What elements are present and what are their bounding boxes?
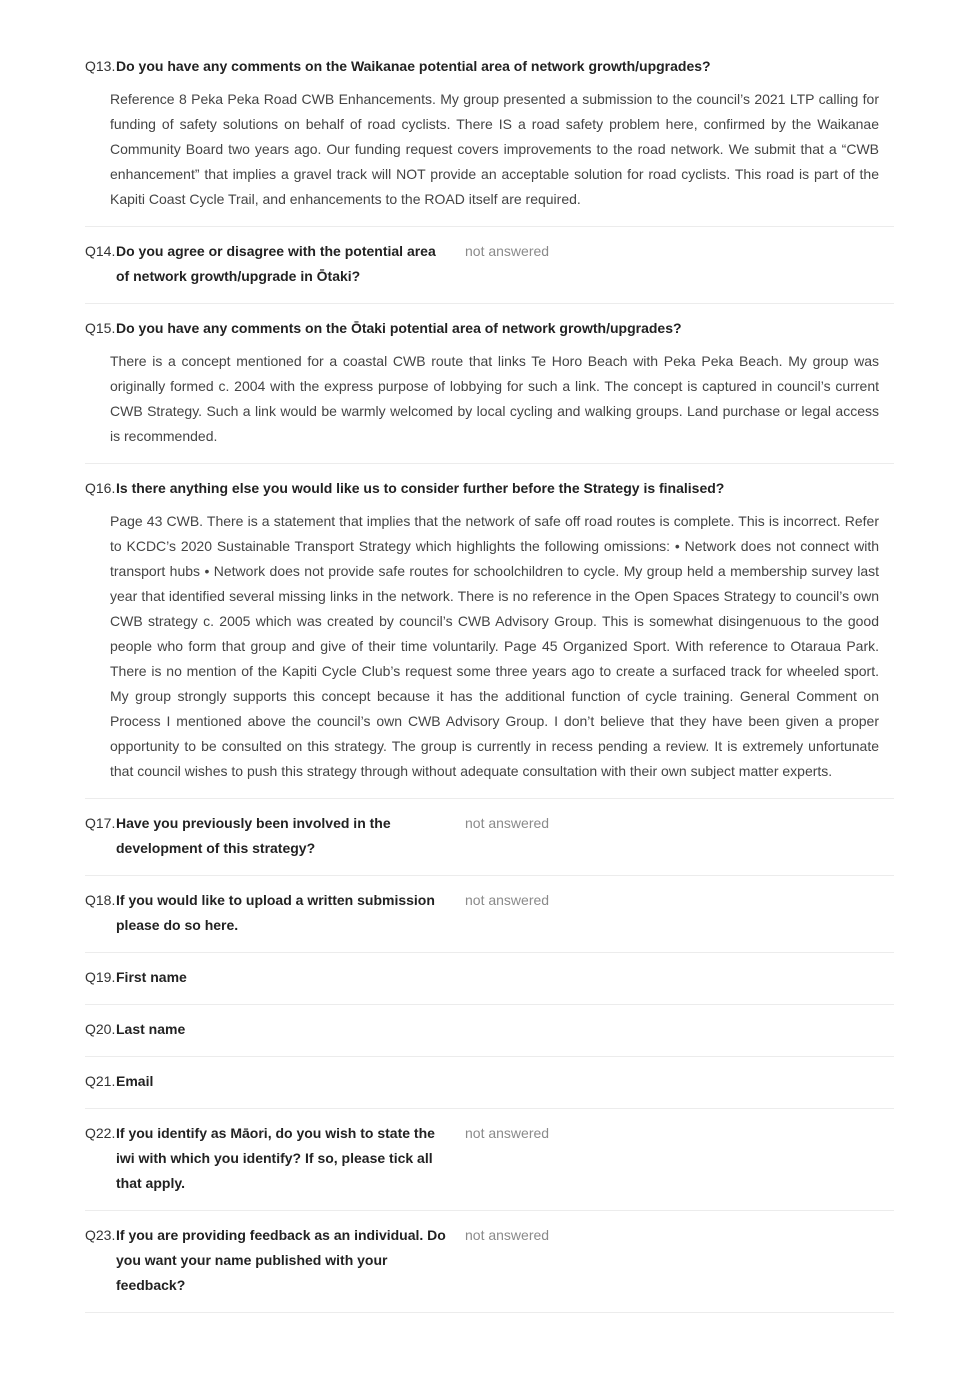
answer-status: not answered [465, 892, 550, 908]
question-number: Q20. [85, 1021, 116, 1037]
question-number: Q17. [85, 815, 116, 831]
question-q22 [85, 1121, 894, 1211]
question-text: First name [116, 969, 187, 985]
question-q18 [85, 888, 894, 953]
question-text: Email [116, 1073, 154, 1089]
question-text: Do you have any comments on the Ōtaki potential area of network growth/upgrades? [116, 320, 682, 336]
question-q13 [85, 54, 894, 227]
question-number: Q23. [85, 1227, 116, 1243]
question-number: Q13. [85, 58, 116, 74]
question-number: Q21. [85, 1073, 116, 1089]
question-text: If you are providing feedback as an individual. Do you want your name published with your feedback? [116, 1227, 446, 1293]
question-text: Have you previously been involved in the development of this strategy? [116, 815, 391, 856]
answer-status: not answered [465, 243, 550, 259]
answer-status: not answered [465, 1125, 550, 1141]
question-text: Do you agree or disagree with the potential area of network growth/upgrade in Ōtaki? [116, 243, 436, 284]
answer-text: There is a concept mentioned for a coastal CWB route that links Te Horo Beach with Peka Peka Beach. My group was originally formed c. 2004 with the express purpose of lobbying for such a link. The concept is captured in council’s current CWB Strategy. Such a link would be warmly welcomed by local cycling and walking groups. Land purchase or legal access is recommended. [110, 353, 879, 444]
question-text: Last name [116, 1021, 186, 1037]
question-text: Is there anything else you would like us to consider further before the Strategy is finalised? [116, 480, 725, 496]
question-q21 [85, 1069, 894, 1109]
question-number: Q19. [85, 969, 116, 985]
question-q19 [85, 965, 894, 1005]
question-q15 [85, 316, 894, 464]
question-q20 [85, 1017, 894, 1057]
question-q14 [85, 239, 894, 304]
question-text: Do you have any comments on the Waikanae potential area of network growth/upgrades? [116, 58, 711, 74]
answer-text: Page 43 CWB. There is a statement that implies that the network of safe off road routes is complete. This is incorrect. Refer to KCDC’s 2020 Sustainable Transport Strategy which highlights the following omissions: • Network does not connect with transport hubs • Network does not provide safe routes for schoolchildren to cycle. My group held a membership survey last year that identified several missing links in the network. There is no reference in the Open Spaces Strategy to council’s own CWB strategy c. 2005 which was created by council’s CWB Advisory Group. This is somewhat disingenuous to the good people who form that group and give of their time voluntarily. Page 45 Organized Sport. With reference to Otaraua Park. There is no mention of the Kapiti Cycle Club’s request some three years ago to create a surfaced track for wheeled sport. My group strongly supports this concept because it has the additional function of cycle training. General Comment on Process I mentioned above the council’s own CWB Advisory Group. I don’t believe that they have been given a proper opportunity to be consulted on this strategy. The group is currently in recess pending a review. It is extremely unfortunate that council wishes to push this strategy through without adequate consultation with their own subject matter experts. [110, 513, 879, 779]
question-number: Q22. [85, 1125, 116, 1141]
question-number: Q15. [85, 320, 116, 336]
answer-status: not answered [465, 1227, 550, 1243]
question-q23 [85, 1223, 894, 1313]
question-q16 [85, 476, 894, 799]
question-number: Q16. [85, 480, 116, 496]
survey-response-page [85, 54, 894, 1325]
answer-text: Reference 8 Peka Peka Road CWB Enhancements. My group presented a submission to the council’s 2021 LTP calling for funding of safety solutions on behalf of road cyclists. There IS a road safety problem here, confirmed by the Waikanae Community Board two years ago. Our funding request covers improvements to the road network. We submit that a “CWB enhancement” that implies a gravel track will NOT provide an acceptable solution for road cyclists. This road is part of the Kapiti Coast Cycle Trail, and enhancements to the ROAD itself are required. [110, 91, 879, 207]
question-number: Q14. [85, 243, 116, 259]
question-q17 [85, 811, 894, 876]
question-text: If you would like to upload a written submission please do so here. [116, 892, 435, 933]
answer-status: not answered [465, 815, 550, 831]
question-text: If you identify as Māori, do you wish to state the iwi with which you identify? If so, please tick all that apply. [116, 1125, 435, 1191]
question-number: Q18. [85, 892, 116, 908]
